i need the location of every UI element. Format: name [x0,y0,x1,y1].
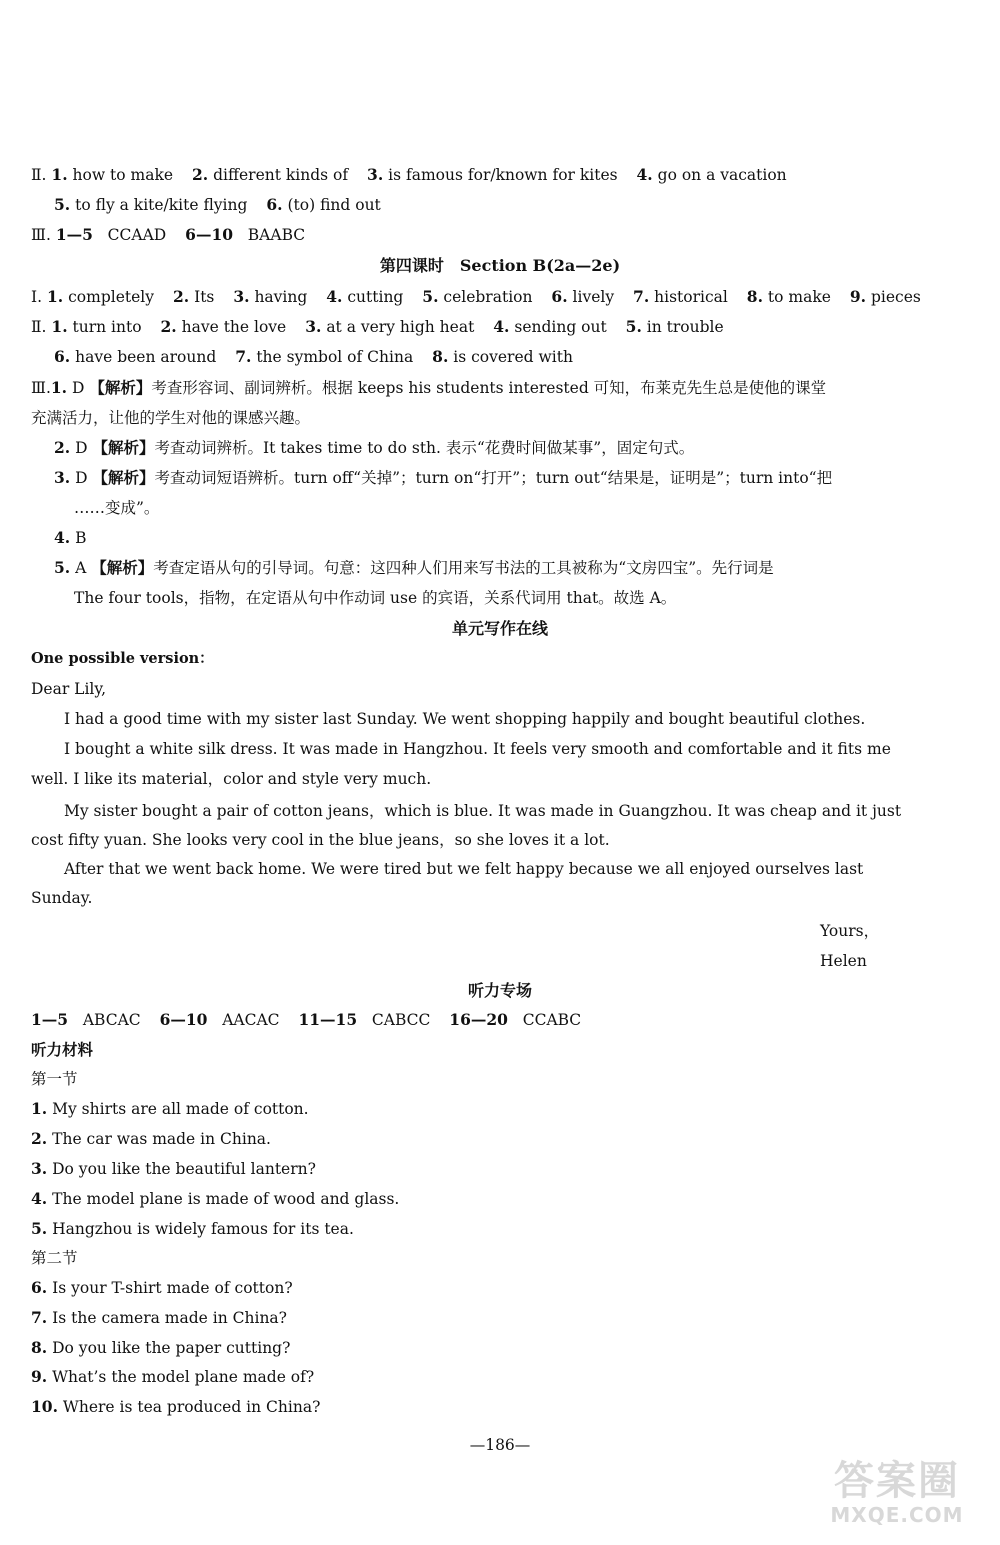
range-answers: CCAAD [107,226,167,244]
analysis-tag: 【解析】 [89,378,152,397]
version-label: One possible version： [31,650,214,667]
lesson4-title: 第四课时 Section B(2a—2e) [379,256,621,275]
letter-paragraph: cost fifty yuan. She looks very cool in the blue jeans，so she loves it a lot. [31,831,610,849]
item-num: 9. [849,287,867,306]
item-num: 8. [746,287,763,306]
letter-paragraph: My sister bought a pair of cotton jeans，which is blue. It was made in Guangzhou. It was cheap and it just [64,802,902,820]
lesson4-part3-q5 [54,557,774,579]
item-num: 2. [160,317,177,336]
analysis-text: 考查形容词、副词辨析。根据 keeps his students interested 可知，布莱克先生总是使他的课堂 [151,379,827,397]
lesson4-part2-row2 [54,346,587,368]
transcript-text: Do you like the paper cutting? [52,1339,291,1357]
analysis-text: 考查定语从句的引导词。句意：这四种人们用来写书法的工具被称为“文房四宝”。先行词是 [153,559,774,577]
item-answer: Its [194,288,215,306]
item-answer: to fly a kite/kite flying [75,196,248,214]
transcript-line [31,1396,320,1418]
item-answer: cutting [347,288,404,306]
letter-paragraph: well. I like its material，color and style very much. [31,770,432,788]
item-num: 2. [191,165,209,184]
listening-title: 听力专场 [467,981,532,1000]
page-number: —186— [469,1436,531,1454]
sec2-row2 [54,194,395,216]
watermark-logo-text: 答案圈 [834,1458,960,1504]
item-answer: (to) find out [287,196,381,214]
lesson4-part3-q4 [54,527,87,549]
analysis-text: 考查动词辨析。It takes time to do sth. 表示“花费时间做某事”，固定句式。 [154,439,695,457]
item-num: 6. [54,347,71,366]
sec3-label: Ⅲ. [31,226,51,244]
item-answer: at a very high heat [326,318,475,336]
transcript-line [31,1098,309,1120]
sec2-label: Ⅱ. [31,166,47,184]
item-num: 4. [326,287,343,306]
item-num: 3. [31,1159,48,1178]
part-heading: 第一节 [31,1070,78,1088]
range-answers: AACAC [222,1011,280,1029]
item-num: 8. [31,1338,48,1357]
item-answer: D [75,439,88,457]
analysis-tag: 【解析】 [92,468,155,487]
letter-paragraph: I had a good time with my sister last Sunday. We went shopping happily and bought beautiful clothes. [64,710,866,728]
item-answer: pieces [870,288,921,306]
transcript-text: The model plane is made of wood and glass. [52,1190,400,1208]
range-label: 16—20 [449,1010,508,1029]
range-answers: CCABC [522,1011,582,1029]
item-num: 5. [31,1219,48,1238]
site-watermark [812,1459,982,1539]
transcript-text: Is the camera made in China? [52,1309,287,1327]
materials-label: 听力材料 [31,1040,94,1059]
item-answer: lively [572,288,615,306]
transcript-line [31,1188,399,1210]
lesson4-part3-q2 [54,437,694,459]
item-answer: A [75,559,87,577]
item-num: 7. [235,347,252,366]
letter-paragraph: Sunday. [31,889,93,907]
item-num: 2. [54,438,71,457]
item-num: 6. [551,287,568,306]
lesson4-part3-q3 [54,467,832,489]
item-num: 4. [636,165,653,184]
lesson4-part2-row1 [31,316,738,338]
part-heading: 第二节 [31,1249,78,1267]
item-num: 2. [31,1129,48,1148]
transcript-text: My shirts are all made of cotton. [52,1100,309,1118]
item-answer: in trouble [646,318,724,336]
item-num: 8. [432,347,449,366]
item-answer: celebration [443,288,533,306]
letter-paragraph: I bought a white silk dress. It was made in Hangzhou. It feels very smooth and comfortable and it fits me [64,740,891,758]
transcript-line [31,1337,290,1359]
transcript-line [31,1277,293,1299]
item-num: 1. [51,165,68,184]
range-answers: ABCAC [82,1011,141,1029]
item-num: 9. [31,1367,48,1386]
item-num: 2. [172,287,190,306]
item-answer: have been around [75,348,217,366]
transcript-line [31,1218,354,1240]
analysis-text: ……变成”。 [74,499,160,517]
item-num: 4. [31,1189,48,1208]
item-answer: the symbol of China [256,348,414,366]
item-answer: completely [68,288,155,306]
item-answer: turn into [72,318,142,336]
range-answers: CABCC [371,1011,431,1029]
writing-title: 单元写作在线 [451,619,548,638]
transcript-line [31,1307,287,1329]
item-num: 1. [31,1099,48,1118]
item-num: 1. [50,378,68,397]
transcript-text: Where is tea produced in China? [62,1398,321,1416]
letter-greeting: Dear Lily, [31,680,107,698]
watermark-url: MXQE.COM [830,1503,964,1527]
transcript-line [31,1128,271,1150]
item-num: 10. [31,1397,58,1416]
item-num: 3. [367,165,384,184]
item-answer: how to make [72,166,174,184]
item-num: 1. [51,317,68,336]
analysis-text: 充满活力，让他的学生对他的课感兴趣。 [31,409,311,427]
item-num: 6. [31,1278,48,1297]
transcript-text: Hangzhou is widely famous for its tea. [52,1220,354,1238]
lesson4-part1-row [31,286,921,308]
transcript-text: Is your T-shirt made of cotton? [52,1279,293,1297]
listening-answers [31,1009,581,1031]
item-num: 4. [493,317,510,336]
item-num: 4. [54,528,71,547]
item-answer: is covered with [453,348,573,366]
range-label: 1—5 [55,225,93,244]
item-num: 3. [54,468,71,487]
item-num: 5. [54,558,71,577]
item-num: 6. [266,195,283,214]
sec2-row1 [31,164,801,186]
range-label: 6—10 [159,1010,208,1029]
transcript-line [31,1158,316,1180]
item-answer: historical [654,288,728,306]
part-label: Ⅰ. [31,288,43,306]
item-answer: D [75,469,88,487]
item-answer: is famous for/known for kites [388,166,618,184]
item-num: 1. [47,287,64,306]
analysis-tag: 【解析】 [91,558,154,577]
part-label: Ⅲ. [31,379,51,397]
item-num: 3. [305,317,322,336]
item-answer: sending out [514,318,607,336]
part-label: Ⅱ. [31,318,47,336]
sec3-row [31,224,305,246]
item-num: 5. [625,317,642,336]
letter-closing: Yours， [820,922,880,940]
range-label: 1—5 [31,1010,69,1029]
letter-paragraph: After that we went back home. We were tired but we felt happy because we all enjoyed ourselves last [64,860,864,878]
item-num: 5. [54,195,71,214]
item-answer: to make [767,288,831,306]
item-num: 5. [422,287,439,306]
item-answer: having [254,288,308,306]
analysis-tag: 【解析】 [92,438,155,457]
item-answer: have the love [181,318,287,336]
item-num: 3. [233,287,250,306]
item-answer: different kinds of [213,166,349,184]
item-answer: B [75,529,87,547]
item-answer: go on a vacation [657,166,787,184]
item-num: 7. [633,287,650,306]
transcript-text: The car was made in China. [52,1130,271,1148]
range-label: 11—15 [298,1010,358,1029]
letter-signature: Helen [820,952,867,970]
range-label: 6—10 [185,225,234,244]
transcript-text: Do you like the beautiful lantern? [52,1160,316,1178]
range-answers: BAABC [247,226,306,244]
transcript-line [31,1366,314,1388]
analysis-text: The four tools，指物，在定语从句中作动词 use 的宾语，关系代词用 that。故选 A。 [74,589,677,607]
item-num: 7. [31,1308,48,1327]
analysis-text: 考查动词短语辨析。turn off“关掉”；turn on“打开”；turn out“结果是，证明是”；turn into“把 [154,469,833,487]
transcript-text: What’s the model plane made of? [52,1368,315,1386]
lesson4-part3-q1 [31,377,826,399]
item-answer: D [72,379,85,397]
